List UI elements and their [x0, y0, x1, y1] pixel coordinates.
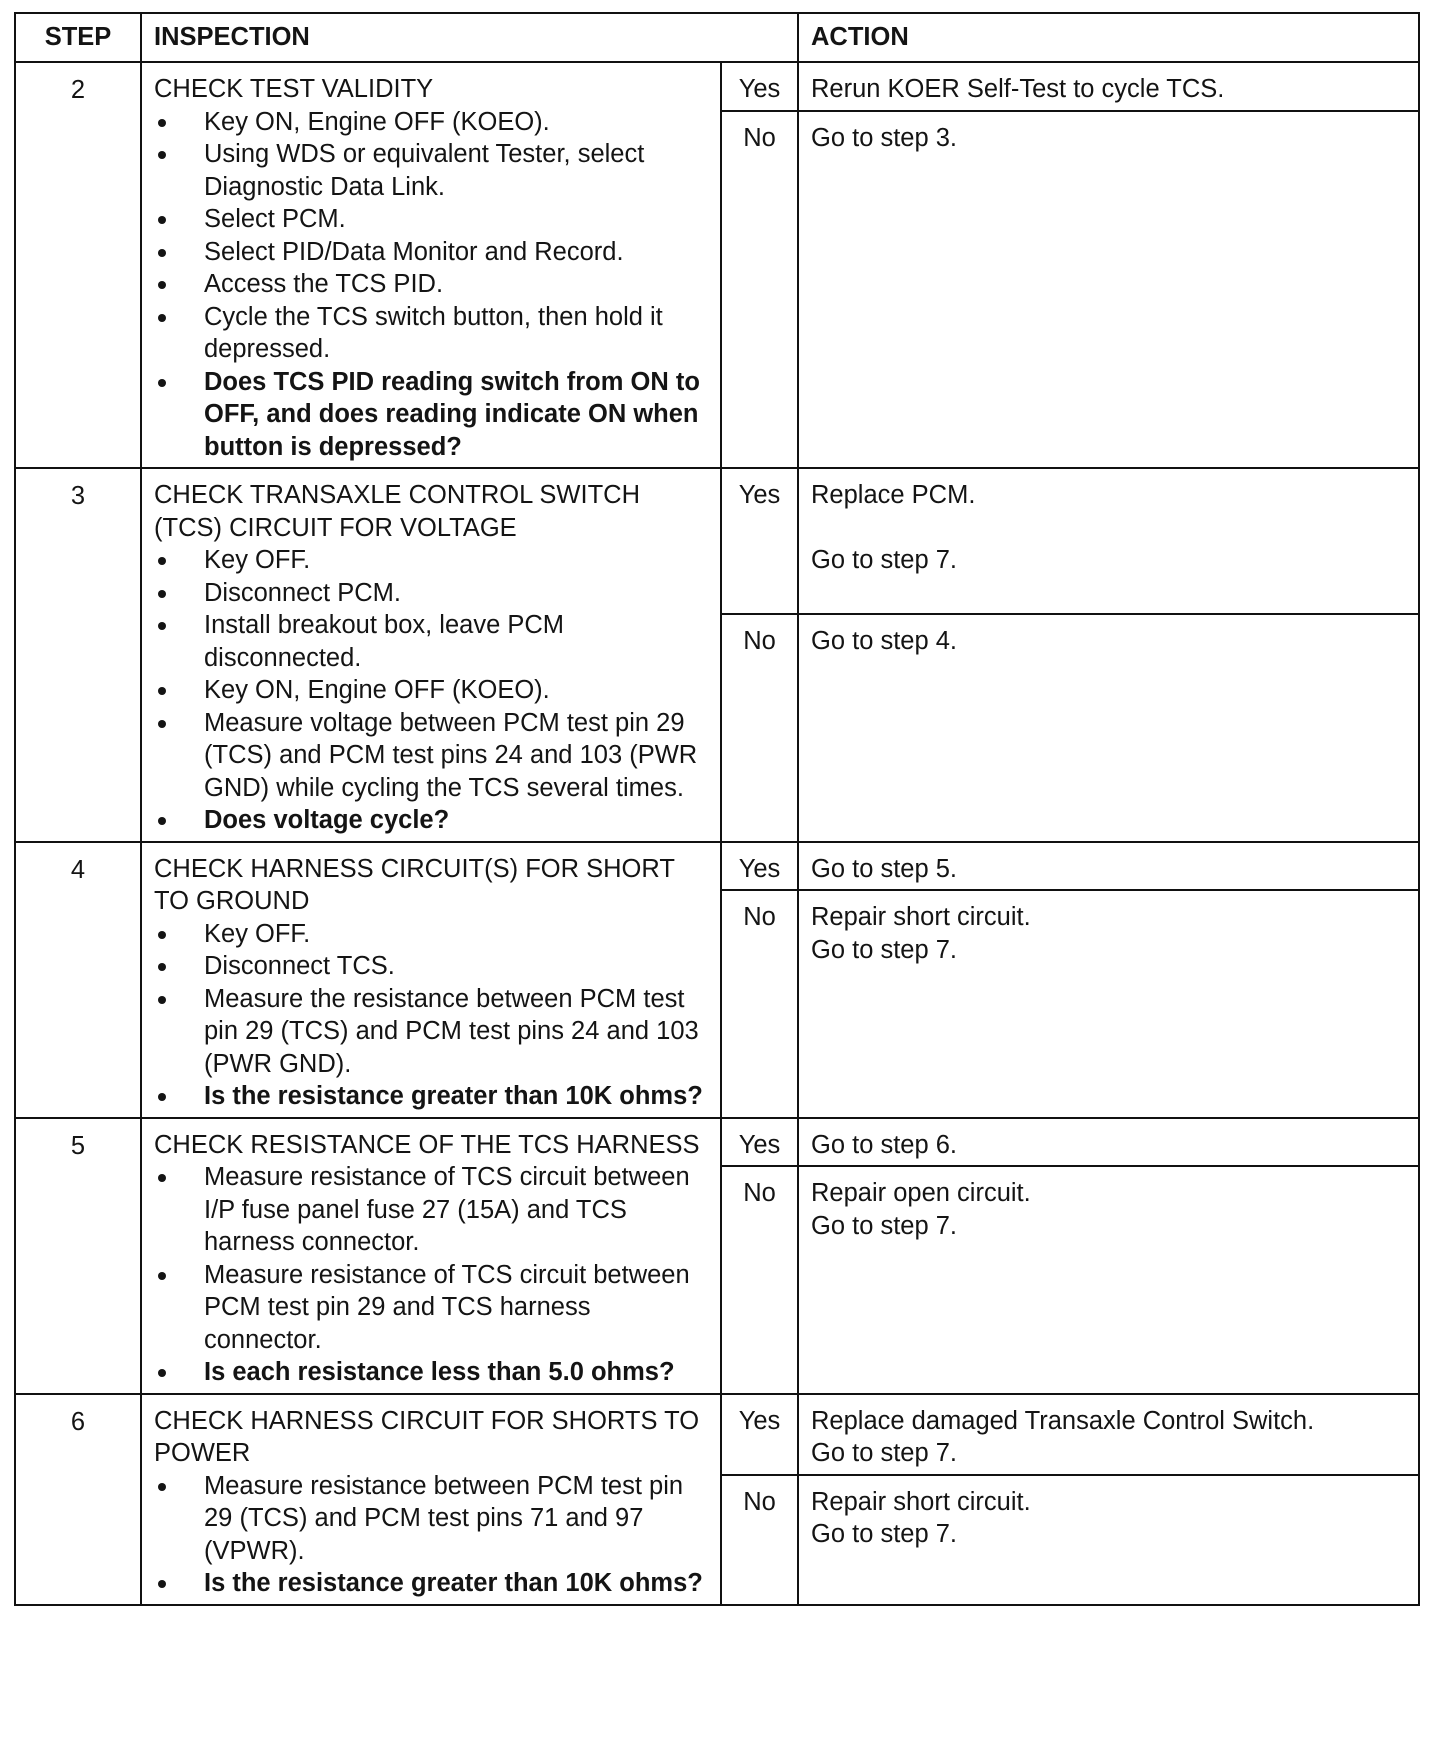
yes-action: [798, 1394, 1419, 1475]
no-action: [798, 890, 1419, 1118]
yes-label: Yes: [721, 842, 798, 891]
inspection-bullet-list: [154, 544, 712, 837]
inspection-bullet: Select PCM.: [154, 203, 712, 236]
yes-action: [798, 842, 1419, 891]
inspection-bullet-list: [154, 918, 712, 1113]
inspection-question: Does voltage cycle?: [154, 804, 712, 837]
inspection-cell: [141, 62, 721, 468]
no-label: No: [721, 890, 798, 1118]
yes-action: [798, 62, 1419, 111]
inspection-bullet: Disconnect TCS.: [154, 950, 712, 983]
inspection-bullet: Measure resistance of TCS circuit between I/P fuse panel fuse 27 (15A) and TCS harness connector.: [154, 1161, 712, 1259]
inspection-question: Does TCS PID reading switch from ON to OFF, and does reading indicate ON when button is depressed?: [154, 366, 712, 464]
inspection-cell: [141, 1118, 721, 1394]
inspection-title: CHECK HARNESS CIRCUIT(S) FOR SHORT TO GROUND: [154, 854, 675, 915]
inspection-bullet-list: [154, 106, 712, 464]
step-number: 6: [15, 1394, 141, 1605]
step-number: 2: [15, 62, 141, 468]
action-line: Go to step 7.: [811, 1520, 958, 1548]
diagnostic-table: [14, 12, 1420, 1606]
action-line: Repair short circuit.: [811, 1487, 1031, 1516]
inspection-bullet: Install breakout box, leave PCM disconnected.: [154, 609, 712, 674]
inspection-title: CHECK TEST VALIDITY: [154, 75, 434, 103]
inspection-bullet: Access the TCS PID.: [154, 268, 712, 301]
action-line: Replace damaged Transaxle Control Switch.: [811, 1406, 1315, 1435]
yes-label: Yes: [721, 1118, 798, 1167]
inspection-bullet-list: [154, 1161, 712, 1389]
inspection-bullet: Key OFF.: [154, 544, 712, 577]
inspection-bullet: Using WDS or equivalent Tester, select Diagnostic Data Link.: [154, 138, 712, 203]
inspection-bullet: Measure resistance of TCS circuit between PCM test pin 29 and TCS harness connector.: [154, 1259, 712, 1357]
action-line: Go to step 3.: [811, 123, 958, 152]
no-label: No: [721, 111, 798, 469]
step-number: 3: [15, 468, 141, 842]
diagnostic-procedure-sheet: [14, 12, 1418, 1606]
yes-label: Yes: [721, 62, 798, 111]
yes-action: [798, 1118, 1419, 1167]
inspection-question: Is the resistance greater than 10K ohms?: [154, 1567, 712, 1600]
inspection-bullet: Measure resistance between PCM test pin 29 (TCS) and PCM test pins 71 and 97 (VPWR).: [154, 1470, 712, 1568]
step-row-yes: [15, 842, 1419, 891]
inspection-title: CHECK TRANSAXLE CONTROL SWITCH (TCS) CIRCUIT FOR VOLTAGE: [154, 481, 640, 542]
no-action: [798, 614, 1419, 842]
action-line: Replace PCM.: [811, 481, 976, 509]
header-row: [15, 13, 1419, 62]
yes-label: Yes: [721, 468, 798, 614]
step-number: 5: [15, 1118, 141, 1394]
action-line: Go to step 7.: [811, 1439, 958, 1467]
step-row-yes: [15, 468, 1419, 614]
action-line: Repair short circuit.: [811, 903, 1031, 931]
inspection-title: CHECK HARNESS CIRCUIT FOR SHORTS TO POWER: [154, 1406, 700, 1467]
steps-body: [15, 62, 1419, 1605]
inspection-bullet: Measure the resistance between PCM test pin 29 (TCS) and PCM test pins 24 and 103 (PWR GND).: [154, 983, 712, 1081]
no-action: [798, 1166, 1419, 1394]
inspection-cell: [141, 468, 721, 842]
inspection-bullet: Key ON, Engine OFF (KOEO).: [154, 106, 712, 139]
step-number: 4: [15, 842, 141, 1118]
inspection-bullet: Key OFF.: [154, 918, 712, 951]
inspection-bullet-list: [154, 1470, 712, 1600]
action-line: Go to step 7.: [811, 935, 958, 964]
no-label: No: [721, 614, 798, 842]
step-row-yes: [15, 1118, 1419, 1167]
no-action: [798, 1475, 1419, 1605]
step-row-yes: [15, 1394, 1419, 1475]
action-line: Go to step 7.: [811, 1211, 958, 1240]
yes-label: Yes: [721, 1394, 798, 1475]
yes-action: [798, 468, 1419, 614]
inspection-title: CHECK RESISTANCE OF THE TCS HARNESS: [154, 1130, 700, 1159]
inspection-bullet: Select PID/Data Monitor and Record.: [154, 236, 712, 269]
no-label: No: [721, 1475, 798, 1605]
inspection-column-header: INSPECTION: [141, 13, 798, 62]
action-line: Go to step 7.: [811, 545, 958, 574]
action-line: Repair open circuit.: [811, 1179, 1031, 1207]
action-line: Go to step 4.: [811, 627, 958, 655]
action-line: Go to step 5.: [811, 854, 958, 883]
no-label: No: [721, 1166, 798, 1394]
inspection-bullet: Disconnect PCM.: [154, 577, 712, 610]
inspection-bullet: Key ON, Engine OFF (KOEO).: [154, 674, 712, 707]
inspection-bullet: Cycle the TCS switch button, then hold it depressed.: [154, 301, 712, 366]
inspection-bullet: Measure voltage between PCM test pin 29 (TCS) and PCM test pins 24 and 103 (PWR GND) while cycling the TCS several times.: [154, 707, 712, 805]
inspection-question: Is each resistance less than 5.0 ohms?: [154, 1356, 712, 1389]
inspection-cell: [141, 842, 721, 1118]
no-action: [798, 111, 1419, 469]
action-column-header: ACTION: [798, 13, 1419, 62]
action-line: Go to step 6.: [811, 1130, 958, 1159]
inspection-cell: [141, 1394, 721, 1605]
step-column-header: STEP: [15, 13, 141, 62]
action-line: Rerun KOER Self-Test to cycle TCS.: [811, 75, 1225, 103]
step-row-yes: [15, 62, 1419, 111]
inspection-question: Is the resistance greater than 10K ohms?: [154, 1080, 712, 1113]
